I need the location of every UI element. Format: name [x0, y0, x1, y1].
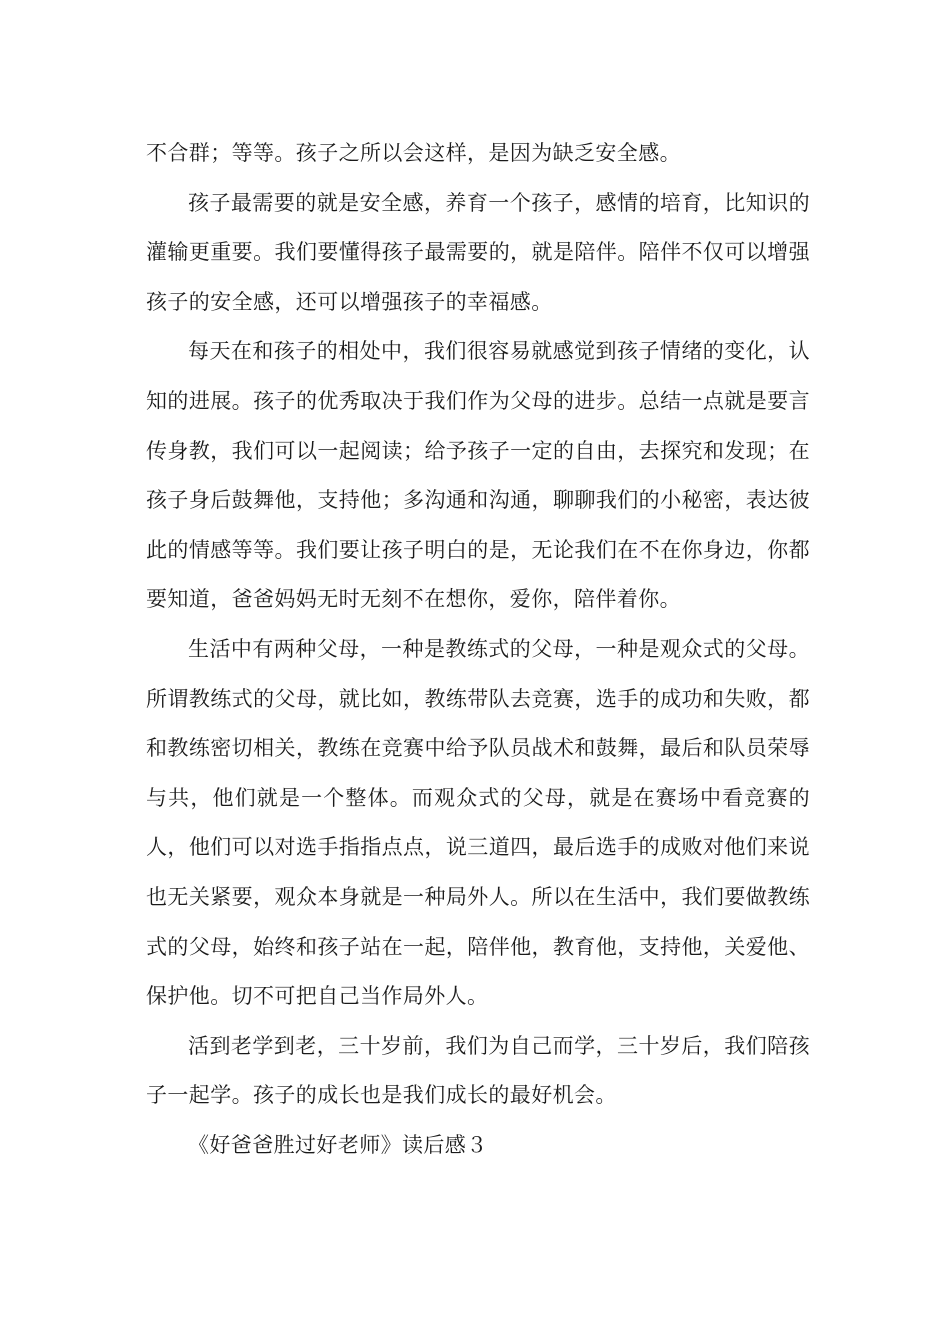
paragraph: 孩子最需要的就是安全感，养育一个孩子，感情的培育，比知识的灌输更重要。我们要懂得孩子最需要的，就是陪伴。陪伴不仅可以增强孩子的安全感，还可以增强孩子的幸福感。 [146, 190, 810, 314]
paragraph: 生活中有两种父母，一种是教练式的父母，一种是观众式的父母。所谓教练式的父母，就比如，教练带队去竞赛，选手的成功和失败，都和教练密切相关，教练在竞赛中给予队员战术和鼓舞，最后和队员荣辱与共，他们就是一个整体。而观众式的父母，就是在赛场中看竞赛的人，他们可以对选手指指点点，说三道四，最后选手的成败对他们来说也无关紧要，观众本身就是一种局外人。所以在生活中，我们要做教练式的父母，始终和孩子站在一起，陪伴他，教育他，支持他，关爱他、保护他。切不可把自己当作局外人。 [146, 636, 810, 1009]
paragraph: 每天在和孩子的相处中，我们很容易就感觉到孩子情绪的变化，认知的进展。孩子的优秀取决于我们作为父母的进步。总结一点就是要言传身教，我们可以一起阅读；给予孩子一定的自由，去探究和发现；在孩子身后鼓舞他，支持他；多沟通和沟通，聊聊我们的小秘密，表达彼此的情感等等。我们要让孩子明白的是，无论我们在不在你身边，你都要知道，爸爸妈妈无时无刻不在想你，爱你，陪伴着你。 [146, 339, 810, 612]
paragraph-continuation: 不合群；等等。孩子之所以会这样，是因为缺乏安全感。 [146, 141, 681, 165]
section-heading: 《好爸爸胜过好老师》读后感３ [188, 1132, 488, 1157]
document-body [146, 129, 810, 1170]
paragraph: 活到老学到老，三十岁前，我们为自己而学，三十岁后，我们陪孩子一起学。孩子的成长也是我们成长的最好机会。 [146, 1033, 810, 1108]
